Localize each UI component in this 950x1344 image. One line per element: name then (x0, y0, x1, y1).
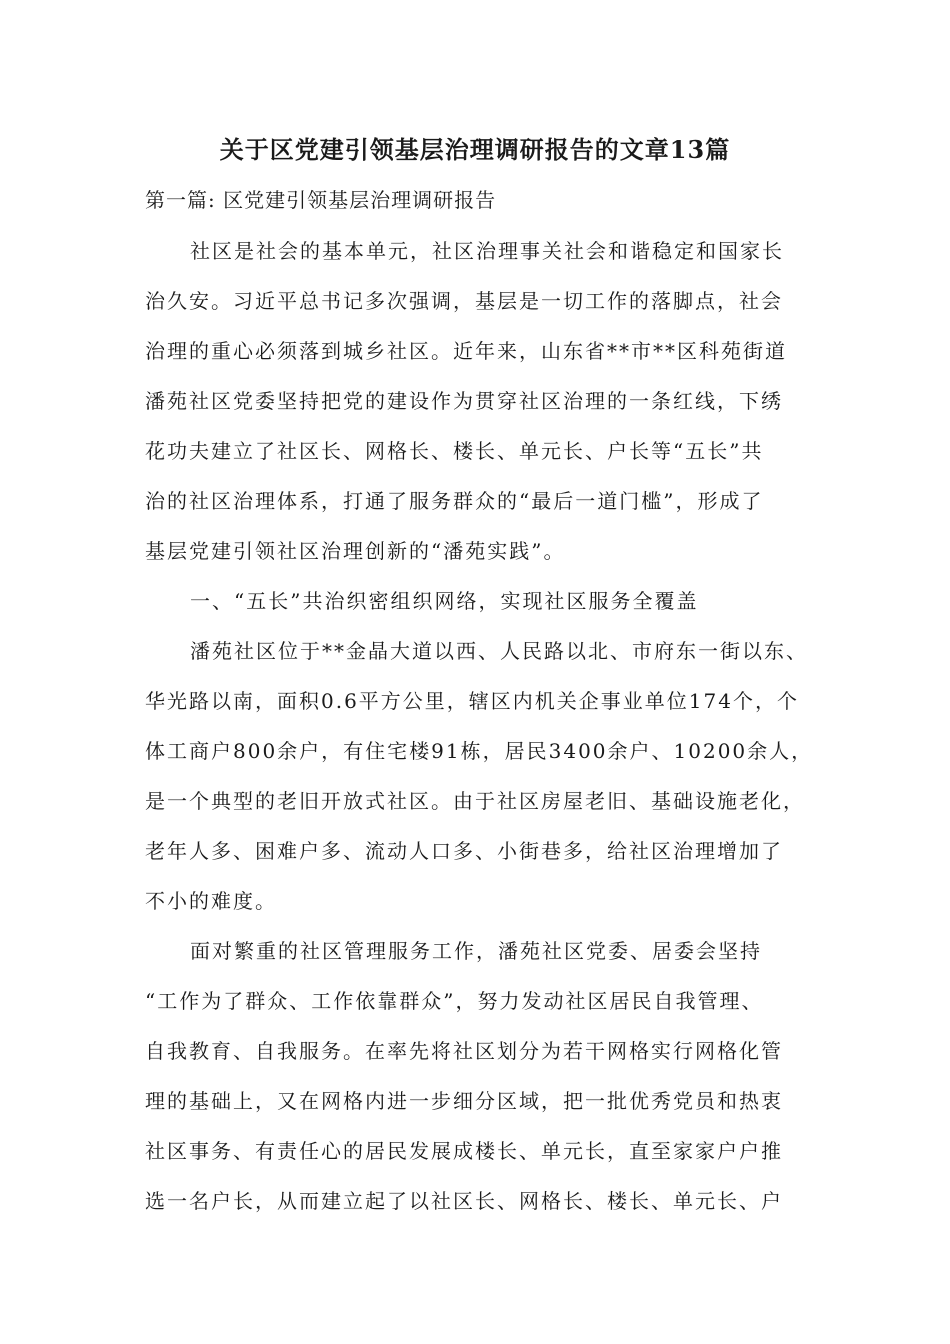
text-line: 不小的难度。 (145, 889, 277, 913)
text-line: 治的社区治理体系，打通了服务群众的“最后一道门槛”，形成了 (145, 489, 764, 513)
section-heading-line: 一、“五长”共治织密组织网络，实现社区服务全覆盖 (190, 589, 699, 613)
text-line: 基层党建引领社区治理创新的“潘苑实践”。 (145, 539, 566, 563)
text-line: 社区事务、有责任心的居民发展成楼长、单元长，直至家家户户推 (145, 1139, 783, 1163)
text-line: 花功夫建立了社区长、网格长、楼长、单元长、户长等“五长”共 (145, 439, 764, 463)
text-line: 潘苑社区位于**金晶大道以西、人民路以北、市府东一街以东、 (190, 639, 808, 663)
text-line: 老年人多、困难户多、流动人口多、小街巷多，给社区治理增加了 (145, 839, 783, 863)
section-heading: 第一篇: 区党建引领基层治理调研报告 (145, 188, 497, 212)
text-line: 治理的重心必须落到城乡社区。近年来，山东省**市**区科苑街道 (145, 339, 787, 363)
text-line: 体工商户800余户，有住宅楼91栋，居民3400余户、10200余人， (145, 739, 814, 763)
text-line: 华光路以南，面积0.6平方公里，辖区内机关企事业单位174个，个 (145, 689, 799, 713)
text-line: 自我教育、自我服务。在率先将社区划分为若干网格实行网格化管 (145, 1039, 783, 1063)
text-line: “工作为了群众、工作依靠群众”，努力发动社区居民自我管理、 (145, 989, 764, 1013)
text-line: 选一名户长，从而建立起了以社区长、网格长、楼长、单元长、户 (145, 1189, 783, 1213)
text-line: 面对繁重的社区管理服务工作，潘苑社区党委、居委会坚持 (190, 939, 762, 963)
text-line: 是一个典型的老旧开放式社区。由于社区房屋老旧、基础设施老化， (145, 789, 805, 813)
text-line: 潘苑社区党委坚持把党的建设作为贯穿社区治理的一条红线，下绣 (145, 389, 783, 413)
document-title: 关于区党建引领基层治理调研报告的文章13篇 (219, 135, 731, 164)
text-line: 理的基础上，又在网格内进一步细分区域，把一批优秀党员和热衷 (145, 1089, 783, 1113)
text-line: 社区是社会的基本单元，社区治理事关社会和谐稳定和国家长 (190, 239, 784, 263)
text-line: 治久安。习近平总书记多次强调，基层是一切工作的落脚点，社会 (145, 289, 783, 313)
